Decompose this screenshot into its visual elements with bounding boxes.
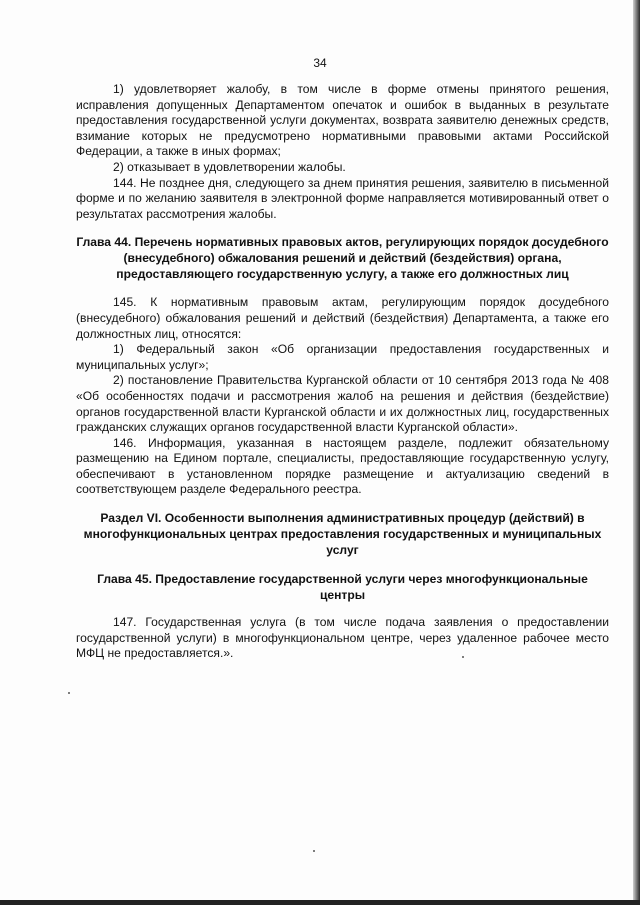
paragraph-144: 144. Не позднее дня, следующего за днем принятия решения, заявителю в письменной форме и по желанию заявителя в электронной форме направляется мотивированный ответ о результатах рассмотрения жалобы. [76,175,609,221]
paragraph-145: 145. К нормативным правовым актам, регулирующим порядок досудебного (внесудебного) обжалования решений и действий (бездействия) Департамента, а также его должностных лиц, относятся: [76,295,609,341]
document-body [76,82,609,662]
scan-speck [313,850,315,852]
paragraph-145-item-2: 2) постановление Правительства Курганской области от 10 сентября 2013 года № 408 «Об особенностях подачи и рассмотрения жалоб на решения и действия (бездействие) органов государственной власти Курганской области и их должностных лиц, государственных гражданских служащих органов государственной власти Курганской области». [76,373,609,435]
chapter-45-heading: Глава 45. Предоставление государственной услуги через многофункциональные центры [97,572,588,603]
paragraph-item-2: 2) отказывает в удовлетворении жалобы. [113,159,346,174]
scan-edge-right [633,0,640,905]
page-number: 34 [313,56,327,70]
scan-speck [462,656,464,658]
paragraph-147: 147. Государственная услуга (в том числе подача заявления о предоставлении государственной услуги) в многофункциональном центре, через удаленное рабочее место МФЦ не предоставляется.». [76,615,609,661]
scan-edge-bottom [0,900,640,905]
paragraph-item-1: 1) удовлетворяет жалобу, в том числе в форме отмены принятого решения, исправления допущенных Департаментом опечаток и ошибок в выданных в результате предоставления государственной услуги документах, возврата заявителю денежных средств, взимание которых не предусмотрено нормативными правовыми актами Российской Федерации, а также в иных формах; [76,82,609,159]
paragraph-146: 146. Информация, указанная в настоящем разделе, подлежит обязательному размещению на Едином портале, специалисты, предоставляющие государственную услугу, обеспечивают в установленном порядке размещение и актуализацию сведений в соответствующем разделе Федерального реестра. [76,435,609,497]
section-6-heading: Раздел VI. Особенности выполнения административных процедур (действий) в многофункциональных центрах предоставления государственных и муниципальных услуг [83,511,602,558]
chapter-44-heading: Глава 44. Перечень нормативных правовых актов, регулирующих порядок досудебного (внесудебного) обжалования решений и действий (бездействия) органа, предоставляющего государственную услугу, а также его должностных лиц [76,235,609,282]
scan-speck [68,692,70,694]
paragraph-145-item-1: 1) Федеральный закон «Об организации предоставления государственных и муниципальных услуг»; [76,342,609,372]
